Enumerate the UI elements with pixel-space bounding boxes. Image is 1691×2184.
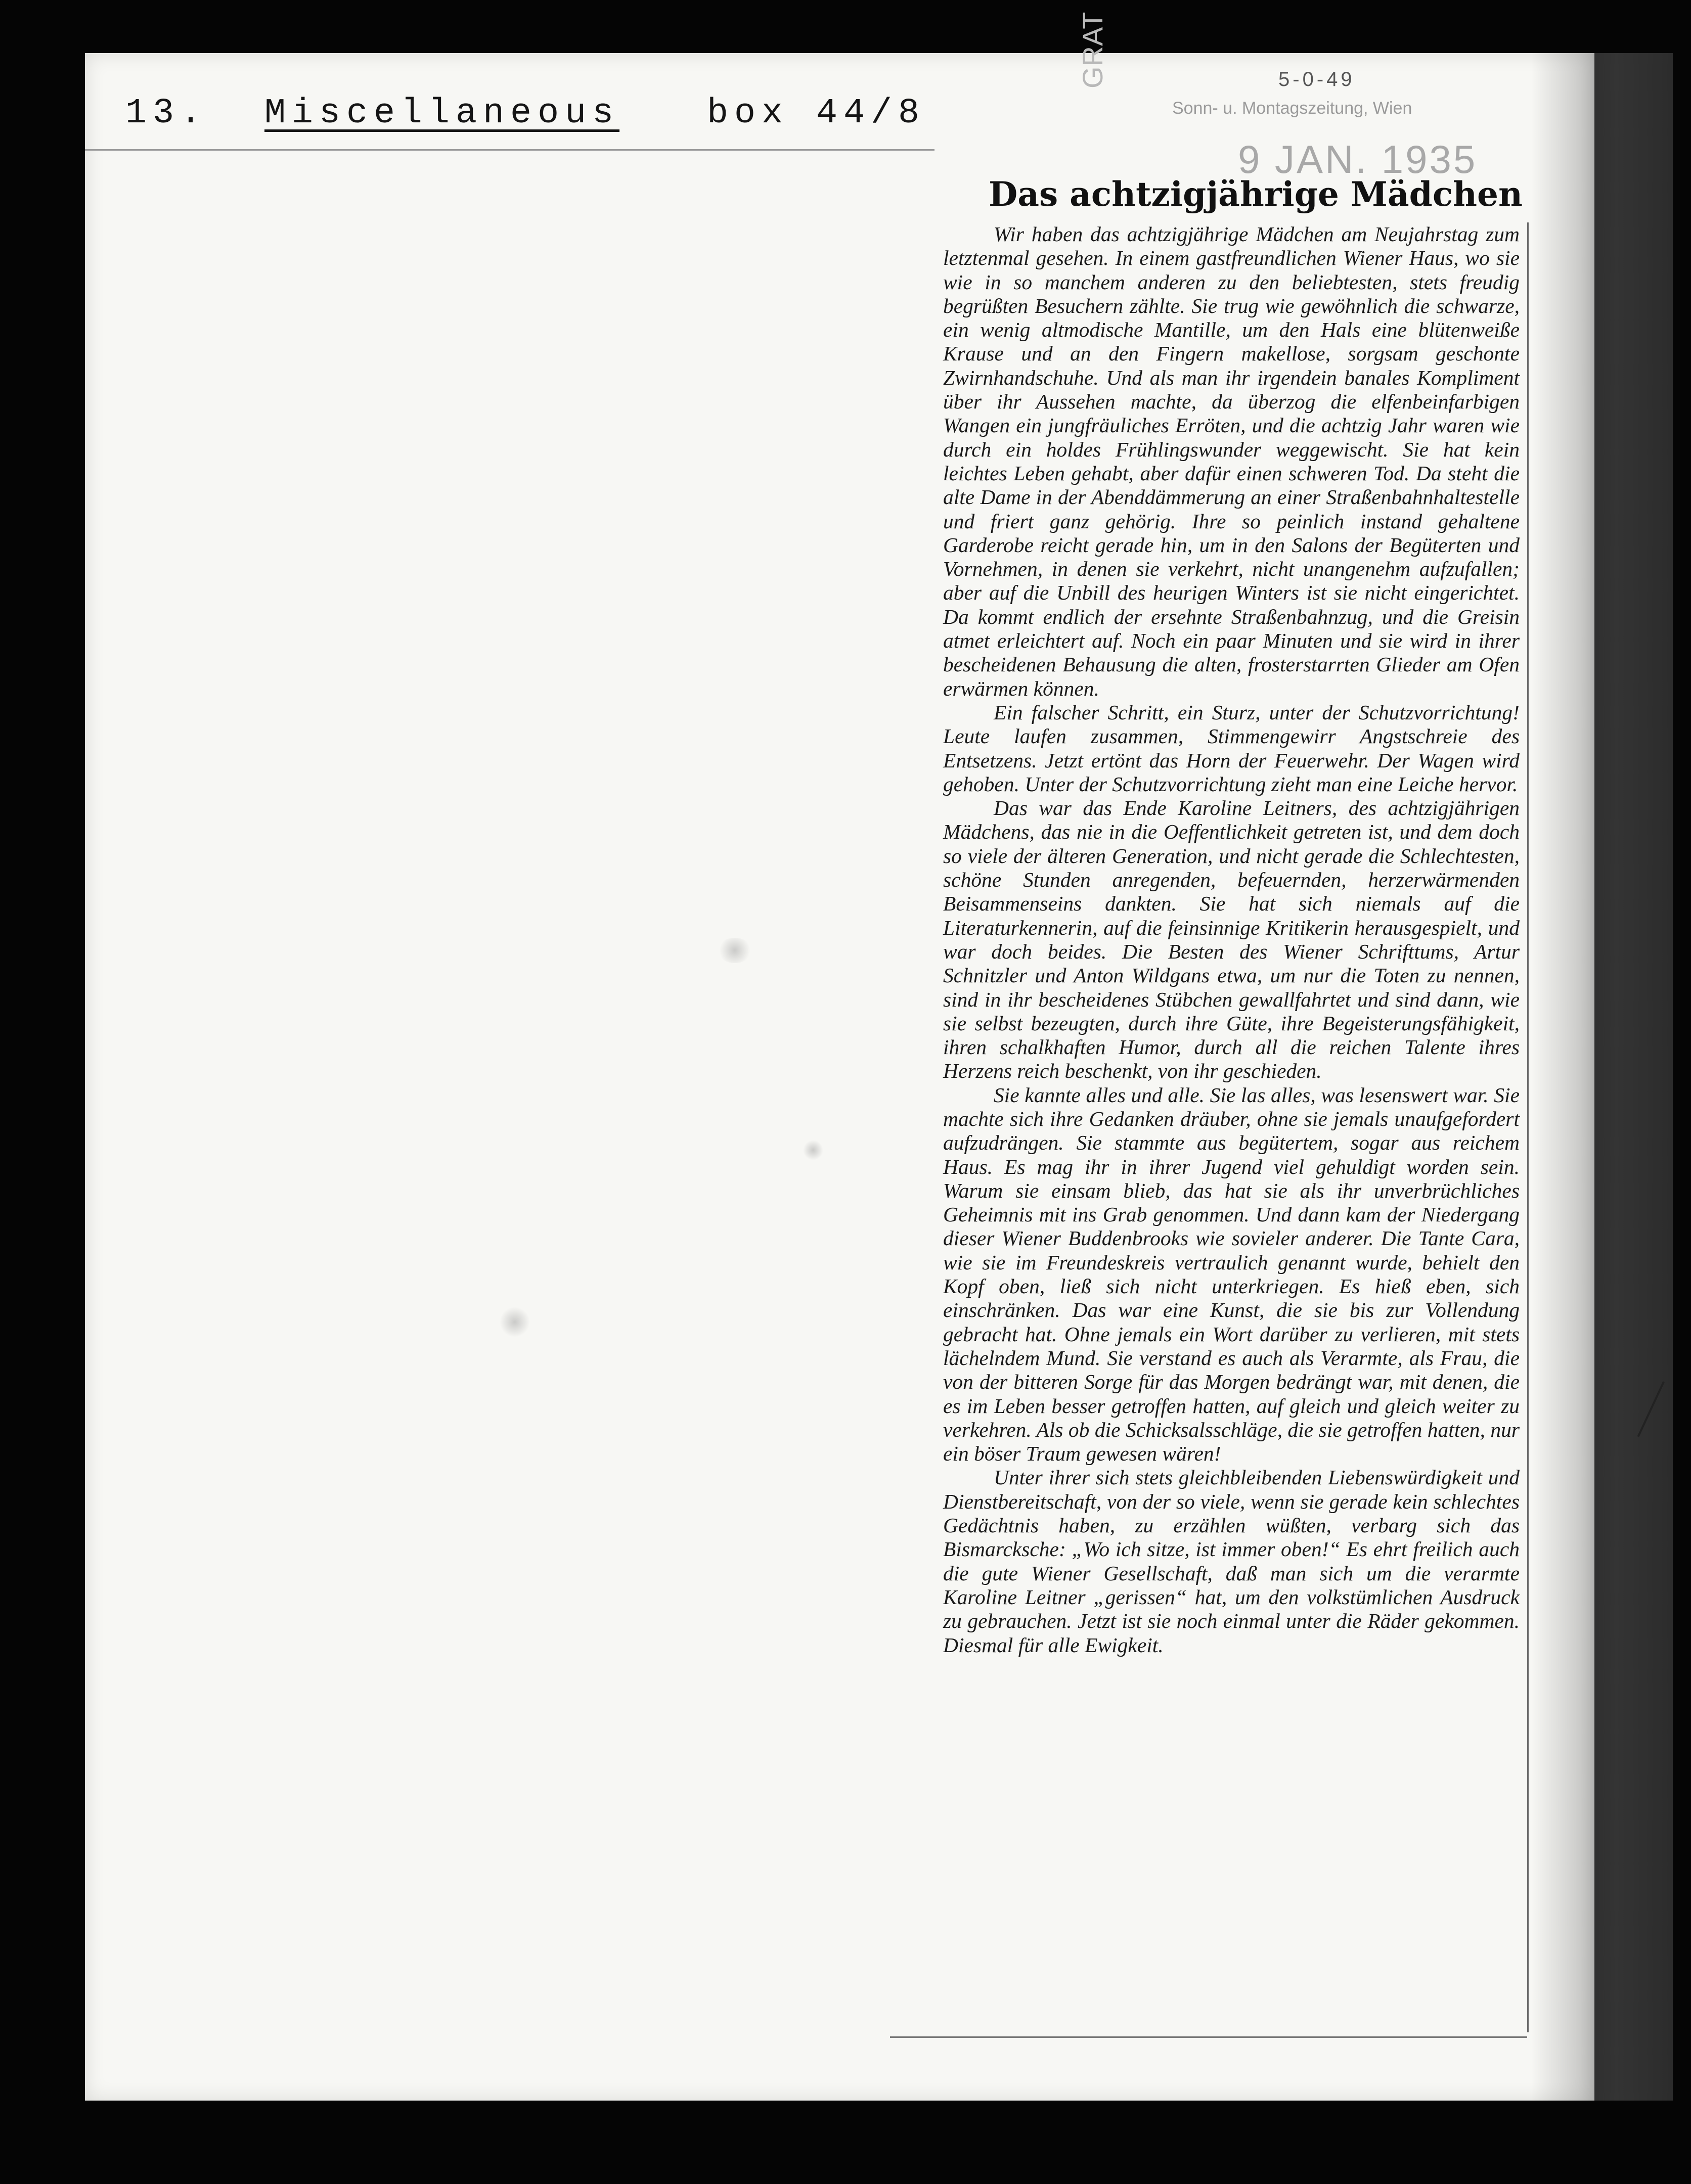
stamp-side-text: GRAT: [1077, 12, 1108, 88]
stamp-source: Sonn- u. Montagszeitung, Wien: [1172, 99, 1412, 118]
smudge: [717, 938, 752, 963]
smudge: [500, 1307, 530, 1337]
smudge: [803, 1140, 823, 1160]
bottom-rule: [890, 2036, 1527, 2038]
article-paragraph: Unter ihrer sich stets gleichbleibenden Liebenswürdigkeit und Dienstbereitschaft, von der so viele, wenn sie gerade kein schlechtes Gedächtnis haben, zu erzählen wüßten, verbarg sich das Bismarcksche: „Wo ich sitze, ist immer oben!“ Es ehrt freilich auch die gute Wiener Gesellschaft, daß man sich um die verarmte Karoline Leitner „gerissen“ hat, um den volkstümlichen Ausdruck zu gebrauchen. Jetzt ist sie noch einmal unter die Räder gekommen. Diesmal für alle Ewigkeit.: [943, 1466, 1520, 1657]
stamp-top-text: 5-0-49: [1278, 68, 1355, 90]
article-paragraph: Ein falscher Schritt, ein Sturz, unter der Schutzvorrichtung! Leute laufen zusammen, Stimmengewirr Angstschreie des Entsetzens. Jetzt ertönt das Horn der Feuerwehr. Der Wagen wird gehoben. Unter der Schutzvorrichtung zieht man eine Leiche hervor.: [943, 700, 1520, 796]
stamp-date: 9 JAN. 1935: [1238, 137, 1478, 181]
article-paragraph: Wir haben das achtzigjährige Mädchen am Neujahrstag zum letztenmal gesehen. In einem gastfreundlichen Wiener Haus, wo sie wie in so manchem anderen zu den beliebtesten, stets freudig begrüßten Besuchern zählte. Sie trug wie gewöhnlich die schwarze, ein wenig altmodische Mantille, um den Hals eine blütenweiße Krause und an den Fingern makellose, sorgsam geschonte Zwirnhandschuhe. Und als man ihr irgendein banales Kompliment über ihr Aussehen machte, da überzog die elfenbeinfarbigen Wangen ein jungfräuliches Erröten, und die achtzig Jahr waren wie durch ein holdes Frühlingswunder weggewischt. Sie hat kein leichtes Leben gehabt, aber dafür einen schweren Tod. Da steht die alte Dame in der Abenddämmerung an einer Straßenbahnhaltestelle und friert ganz gehörig. Ihre so peinlich instand gehaltene Garderobe reicht gerade hin, um in den Salons der Begüterten und Vornehmen, in denen sie verkehrt, nicht unangenehm aufzufallen; aber auf die Unbill des heurigen Winters ist sie nicht eingerichtet. Da kommt endlich der ersehnte Straßenbahnzug, und die Greisin atmet erleichtert auf. Noch ein paar Minuten und sie wird in ihrer bescheidenen Behausung die alten, frosterstarrten Glieder am Ofen erwärmen können.: [943, 222, 1520, 700]
folder-number: 13.: [125, 94, 208, 133]
article-body: [943, 222, 1520, 1657]
article-title: Das achtzigjährige Mädchen: [989, 174, 1523, 214]
box-number: box 44/8: [707, 94, 926, 133]
folder-category: Miscellaneous: [264, 94, 620, 133]
column-rule: [1527, 222, 1529, 2032]
header-rule: [85, 149, 935, 151]
article-paragraph: Das war das Ende Karoline Leitners, des achtzigjährigen Mädchens, das nie in die Oeffentlichkeit getreten ist, und dem doch so viele der älteren Generation, und nicht gerade die Schlechtesten, schöne Stunden anregenden, befeuernden, herzerwärmenden Beisammenseins dankten. Sie hat sich niemals auf die Literaturkennerin, auf die feinsinnige Kritikerin herausgespielt, und war doch beides. Die Besten des Wiener Schrifttums, Artur Schnitzler und Anton Wildgans etwa, um nur die Toten zu nennen, sind in ihr bescheidenes Stübchen gewallfahrtet und sind dann, wie sie selbst bezeugten, durch ihre Güte, ihre Begeisterungsfähigkeit, ihren schalkhaften Humor, durch all die reichen Talente ihres Herzens reich beschenkt, von ihr geschieden.: [943, 796, 1520, 1083]
clipping-edge-shadow: [1531, 53, 1673, 2101]
article-paragraph: Sie kannte alles und alle. Sie las alles, was lesenswert war. Sie machte sich ihre Gedanken dräuber, ohne sie jemals unaufgefordert aufzudrängen. Sie stammte aus begütertem, sogar aus reichem Haus. Es mag ihr in ihrer Jugend viel gehuldigt worden sein. Warum sie einsam blieb, das hat sie als ihr unverbrüchliches Geheimnis mit ins Grab genommen. Und dann kam der Niedergang dieser Wiener Buddenbrooks wie sovieler anderer. Die Tante Cara, wie sie im Freundeskreis vertraulich genannt wurde, behielt den Kopf oben, ließ sich nicht unterkriegen. Es hieß eben, sich einschränken. Das war eine Kunst, die sie bis zur Vollendung gebracht hat. Ohne jemals ein Wort darüber zu verlieren, mit stets lächelndem Mund. Sie verstand es auch als Verarmte, als Frau, die von der bitteren Sorge für das Morgen bedrängt war, mit denen, die es im Leben besser getroffen hatten, auf gleich und gleich weiter zu verkehren. Als ob die Schicksalsschläge, die sie getroffen hatten, nur ein böser Traum gewesen wären!: [943, 1083, 1520, 1466]
clipping-service-stamp: [1077, 12, 1516, 190]
